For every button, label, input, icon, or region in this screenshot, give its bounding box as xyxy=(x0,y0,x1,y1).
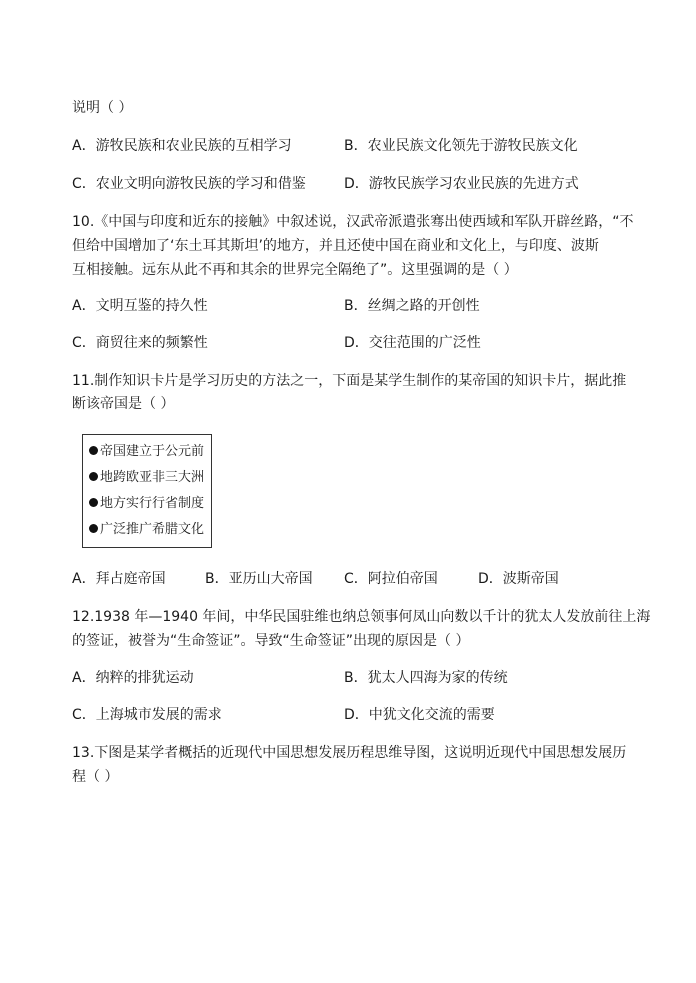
q10-option-a: A．文明互鉴的持久性 xyxy=(72,298,208,314)
q11-option-b: B．亚历山大帝国 xyxy=(205,571,313,587)
knowledge-card-item xyxy=(89,469,204,487)
q9-stem-tail: 说明（ ） xyxy=(72,100,133,116)
q10-option-c: C．商贸往来的频繁性 xyxy=(72,335,208,351)
q13-stem-line-2: 程（ ） xyxy=(72,769,119,785)
q11-stem-line-1: 11.制作知识卡片是学习历史的方法之一，下面是某学生制作的某帝国的知识卡片，据此推 xyxy=(72,373,627,389)
q10-stem-line-1: 10.《中国与印度和近东的接触》中叙述说，汉武帝派遣张骞出使西域和军队开辟丝路，“不 xyxy=(72,214,634,230)
q9-option-a: A．游牧民族和农业民族的互相学习 xyxy=(72,138,292,154)
knowledge-card-text: 广泛推广希腊文化 xyxy=(100,522,205,537)
q12-stem-line-1: 12.1938 年—1940 年间，中华民国驻维也纳总领事何凤山向数以千计的犹太人发放前往上海 xyxy=(72,609,651,625)
bullet-icon xyxy=(89,472,98,481)
q11-option-c: C．阿拉伯帝国 xyxy=(344,571,438,587)
q10-stem-line-2: 但给中国增加了‘东土耳其斯坦’的地方，并且还使中国在商业和文化上，与印度、波斯 xyxy=(72,238,599,254)
q11-option-a: A．拜占庭帝国 xyxy=(72,571,166,587)
q10-stem-line-3: 互相接触。远东从此不再和其余的世界完全隔绝了”。这里强调的是（ ） xyxy=(72,262,518,278)
q12-option-a: A．纳粹的排犹运动 xyxy=(72,670,194,686)
knowledge-card-text: 帝国建立于公元前 xyxy=(100,444,205,459)
q12-option-b: B．犹太人四海为家的传统 xyxy=(344,670,508,686)
q10-option-b: B．丝绸之路的开创性 xyxy=(344,298,480,314)
knowledge-card-item xyxy=(89,443,204,461)
q12-option-c: C．上海城市发展的需求 xyxy=(72,707,222,723)
q9-option-b: B．农业民族文化领先于游牧民族文化 xyxy=(344,138,578,154)
knowledge-card-text: 地跨欧亚非三大洲 xyxy=(100,470,205,485)
knowledge-card xyxy=(82,434,212,548)
q9-option-d: D．游牧民族学习农业民族的先进方式 xyxy=(344,176,579,192)
bullet-icon xyxy=(89,524,98,533)
q11-stem-line-2: 断该帝国是（ ） xyxy=(72,396,175,412)
knowledge-card-text: 地方实行行省制度 xyxy=(100,496,205,511)
q9-option-c: C．农业文明向游牧民族的学习和借鉴 xyxy=(72,176,306,192)
q12-stem-line-2: 的签证，被誉为“生命签证”。导致“生命签证”出现的原因是（ ） xyxy=(72,633,470,649)
q10-option-d: D．交往范围的广泛性 xyxy=(344,335,481,351)
knowledge-card-item xyxy=(89,521,204,539)
bullet-icon xyxy=(89,498,98,507)
knowledge-card-item xyxy=(89,495,204,513)
q11-option-d: D．波斯帝国 xyxy=(478,571,559,587)
bullet-icon xyxy=(89,446,98,455)
q13-stem-line-1: 13.下图是某学者概括的近现代中国思想发展历程思维导图，这说明近现代中国思想发展历 xyxy=(72,745,627,761)
q12-option-d: D．中犹文化交流的需要 xyxy=(344,707,495,723)
